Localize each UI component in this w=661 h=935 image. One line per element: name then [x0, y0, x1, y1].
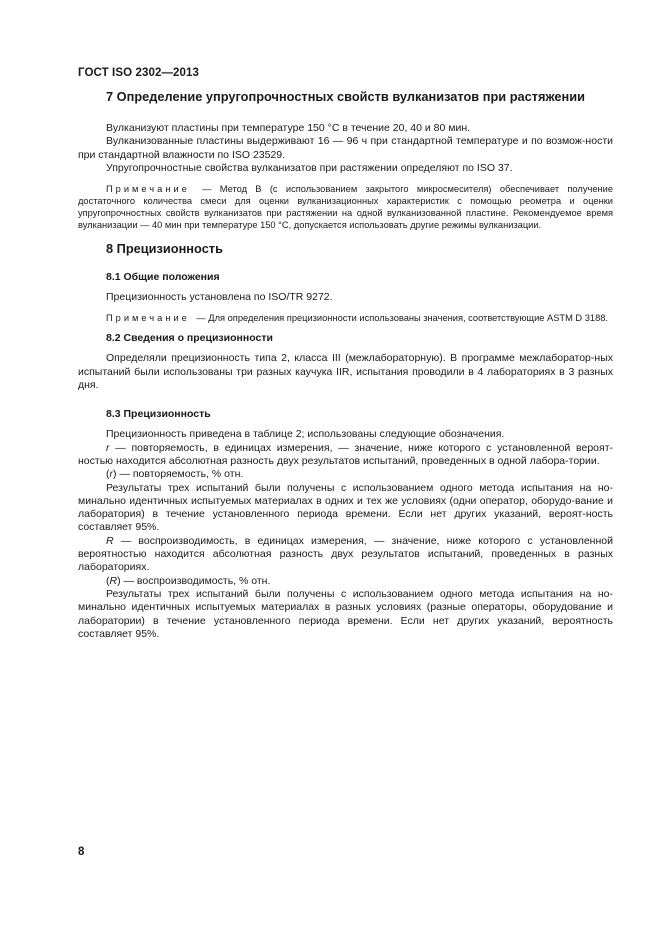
reproducibility-definition [78, 535, 613, 575]
note-text: — Метод В (с использованием закрытого микросмесителя) обеспечивает получение достаточного количества смеси для оценки вулканизационных характеристик с помощью реометра и оценки упругопрочностных свойств вулканизатов при растяжении на одной вулканизованной пластине. Рекомендуемое время вулканизации — 40 мин при температуре 150 °С, допускается использовать другие режимы вулканизации. [78, 184, 613, 231]
section-7-paragraph-2: Вулканизованные пластины выдерживают 16 — 96 ч при стандартной температуре и по возмож-ности при стандартной влажности по ISO 23529. [78, 135, 613, 161]
symbol-R-relative: R [109, 574, 118, 587]
subsection-8-2-paragraph: Определяли прецизионность типа 2, класса III (межлабораторную). В программе межлаборатор-ных испытаний были использованы три разных каучука IIR, испытания проводили в 4 лабораториях в 3 разных дня. [78, 352, 613, 392]
subsection-8-1-title: 8.1 Общие положения [106, 271, 220, 284]
section-7-note [78, 183, 613, 231]
subsection-8-1-paragraph: Прецизионность установлена по ISO/TR 9272. [106, 291, 333, 304]
section-8-title: 8 Прецизионность [106, 241, 223, 257]
subsection-8-3-intro: Прецизионность приведена в таблице 2; использованы следующие обозначения. [106, 428, 505, 441]
relative-repeatability-definition [78, 468, 613, 481]
spacer [78, 392, 613, 401]
paren-open: ( [106, 574, 110, 587]
repeatability-conditions: Результаты трех испытаний были получены с использованием одного метода испытания на но-минально идентичных испытуемых материалах в одних и тех же условиях (одни оператор, оборудо-вание и лаборатория) в течение установленного периода времени. Если нет других указаний, вероят-ность составляет 95%. [78, 481, 613, 534]
page-number: 8 [78, 846, 85, 858]
note-text: — Для определения прецизионности использованы значения, соответствующие ASTM D 3188. [193, 313, 608, 324]
relative-reproducibility-text: ) — воспроизводимость, % отн. [117, 574, 271, 587]
symbol-r: r [106, 441, 110, 454]
repeatability-definition [78, 442, 613, 469]
relative-reproducibility-definition [78, 575, 613, 588]
section-7-title: 7 Определение упругопрочностных свойств вулканизатов при растяжении [106, 89, 585, 104]
reproducibility-text: — воспроизводимость, в единицах измерения, — значение, ниже которого с установленной вероятностью находится абсолютная разность двух результатов испытаний, проведенных в разных лабораториях. [78, 534, 613, 574]
note-label: Примечание [106, 184, 190, 195]
subsection-8-3-title: 8.3 Прецизионность [106, 408, 211, 421]
section-7-paragraph-1: Вулканизуют пластины при температуре 150 °С в течение 20, 40 и 80 мин. [106, 122, 471, 134]
symbol-r-relative: r [109, 468, 113, 481]
document-body [78, 89, 613, 641]
relative-repeatability-text: ) — повторяемость, % отн. [113, 468, 244, 481]
repeatability-text: — повторяемость, в единицах измерения, — значение, ниже которого с установленной вероят-ностью находится абсолютная разность двух результатов испытаний, проведенных в одной лабора-тории. [78, 441, 613, 467]
subsection-8-2-title: 8.2 Сведения о прецизионности [106, 332, 273, 345]
symbol-R: R [106, 534, 114, 547]
section-7-paragraph-3: Упругопрочностные свойства вулканизатов при растяжении определяют по ISO 37. [106, 161, 513, 174]
paren-open: ( [106, 468, 110, 481]
document-id-header: ГОСТ ISO 2302—2013 [78, 67, 200, 79]
reproducibility-conditions: Результаты трех испытаний были получены с использованием одного метода испытания на но-минально идентичных испытуемых материалах в разных условиях (разные операторы, оборудование и лаборатории) в течение установленного периода времени. Если нет других указаний, вероятность составляет 95%. [78, 587, 613, 640]
note-label: Примечание [106, 313, 190, 324]
subsection-8-1-note [78, 312, 613, 324]
